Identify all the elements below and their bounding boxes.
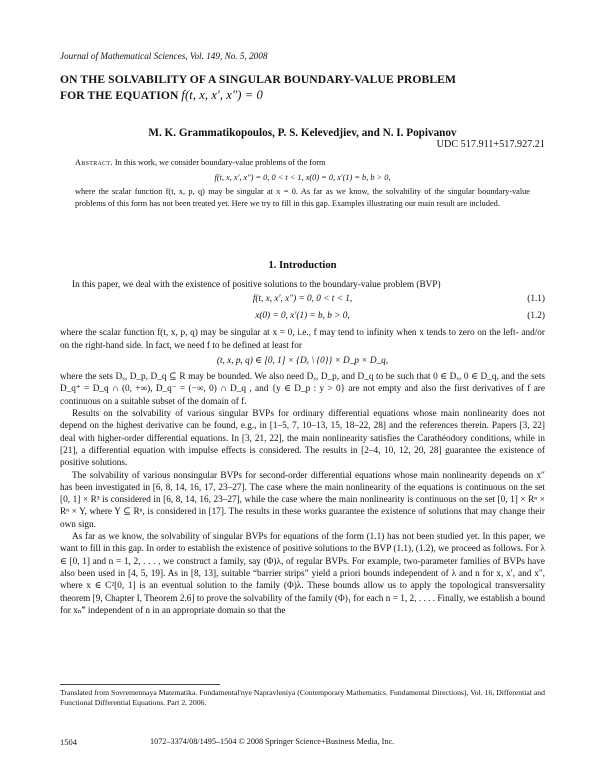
paper-page — [60, 0, 545, 776]
abstract-text: where the scalar function f(t, x, p, q) may be singular at x = 0. As far as we know, the solvability of the singular boundary-value problems of this form has not been treated yet. Here we try to fill in this gap. Examples illustrating our main result are included. — [75, 187, 530, 208]
page-number: 1504 — [60, 737, 77, 747]
equation-1-1-number: (1.1) — [527, 294, 545, 305]
domain-equation: (t, x, p, q) ∈ [0, 1] × {Dₓ \ {0}} × D_p × D_q, — [216, 355, 389, 366]
paper-title — [60, 73, 456, 104]
authors: M. K. Grammatikopoulos, P. S. Kelevedjiev, and N. I. Popivanov — [148, 127, 457, 139]
paragraph-4: Results on the solvability of various singular BVPs for ordinary differential equations whose main nonlinearity does not depend on the highest derivative can be found, e.g., in [1–5, 7, 10–13, 15, 18–22, 28] and the references therein. Papers [3, 22] deal with higher-order differential equations. In [3, 21, 22], the main nonlinearity satisfies the Carathéodory conditions, while in [21], a differential equation with impulse effects is considered. The results in [2–4, 10, 12, 20, 28] guarantee the existence of positive solutions. — [60, 409, 545, 469]
equation-1-1-text: f(t, x, x′, x″) = 0, 0 < t < 1, — [252, 294, 353, 305]
paragraph-5: The solvability of various nonsingular BVPs for second-order differential equations whose main nonlinearity depends on x″ has been investigated in [6, 8, 14, 16, 17, 23–27]. The case where the main nonlinearity of the equations is continuous on the set [0, 1] × R³ is considered in [6, 8, 14, 16, 23–27], while the case where the main nonlinearity is continuous on the set [0, 1] × Rⁿ × Rⁿ × Y, where Y ⊆ Rⁿ, is considered in [17]. The results in these works guarantee the existence of solutions that may change their own sign. — [60, 470, 545, 530]
paragraph-1: In this paper, we deal with the existence of positive solutions to the boundary-value problem (BVP) — [72, 280, 441, 290]
journal-header: Journal of Mathematical Sciences, Vol. 149, No. 5, 2008 — [60, 51, 268, 61]
footnote-rule — [60, 684, 220, 685]
translation-footnote: Translated from Sovremennaya Matematika. Fundamental'nye Napravleniya (Contemporary Mathematics. Fundamental Directions), Vol. 16, Differential and Functional Differential Equations. Part 2, 2006. — [60, 688, 545, 708]
udc-code: UDC 517.911+517.927.21 — [436, 139, 545, 150]
abstract — [75, 157, 530, 210]
title-line-2-prefix: FOR THE EQUATION — [60, 88, 182, 102]
abstract-label: Abstract. — [75, 158, 113, 167]
abstract-equation: f(t, x, x′, x″) = 0, 0 < t < 1, x(0) = 0, x′(1) = b, b > 0, — [214, 173, 391, 182]
equation-1-2-number: (1.2) — [527, 311, 545, 322]
equation-1-2 — [60, 310, 545, 325]
paragraph-6: As far as we know, the solvability of singular BVPs for equations of the form (1.1) has not been studied yet. In this paper, we want to fill in this gap. In order to establish the existence of positive solutions to the BVP (1.1), (1.2), we proceed as follows. For λ ∈ [0, 1] and n = 1, 2, . . . , we construct a family, say (Φ)λ, of regular BVPs. For example, two-parameter families of BVPs have also been used in [4, 5, 19]. As in [8, 13], suitable “barrier strips” yield a priori bounds independent of λ and n for x, x′, and x″, where x ∈ C²[0, 1] is an eventual solution to the family (Φ)λ. These bounds allow us to apply the topological transversality theorem [9, Chapter I, Theorem 2.6] to prove the solvability of the family (Φ)₁ for each n = 1, 2, . . . . Finally, we establish a bound for xₙ‴ independent of n in an appropriate domain so that the — [60, 532, 545, 616]
title-line-1: ON THE SOLVABILITY OF A SINGULAR BOUNDARY-VALUE PROBLEM — [60, 73, 457, 86]
equation-1-1 — [60, 293, 545, 308]
abstract-intro: In this work, we consider boundary-value problems of the form — [112, 158, 326, 167]
title-line-2 — [60, 88, 456, 104]
paragraph-2: where the scalar function f(t, x, p, q) may be singular at x = 0, i.e., f may tend to infinity when x tends to zero on the left- and/or on the right-hand side. In fact, we need f to be defined at least for — [60, 328, 545, 351]
section-heading: 1. Introduction — [268, 260, 337, 271]
body-text — [60, 279, 545, 617]
paragraph-3: where the sets Dₓ, D_p, D_q ⊆ R may be bounded. We also need Dₓ, D_p, and D_q to be such that 0 ∈ Dₓ, 0 ∈ D_q, and the sets D_q⁺ = D_q ∩ (0, +∞), D_q⁻ = (−∞, 0) ∩ D_q , and {y ∈ D_p : y > 0} are not empty and also the first derivatives of f are continuous on a suitable subset of the domain of f. — [60, 372, 545, 407]
copyright-line: 1072–3374/08/1495–1504 © 2008 Springer Science+Business Media, Inc. — [150, 737, 395, 746]
title-equation: f(t, x, x′, x″) = 0 — [181, 87, 263, 102]
equation-1-2-text: x(0) = 0, x′(1) = b, b > 0, — [255, 311, 350, 322]
